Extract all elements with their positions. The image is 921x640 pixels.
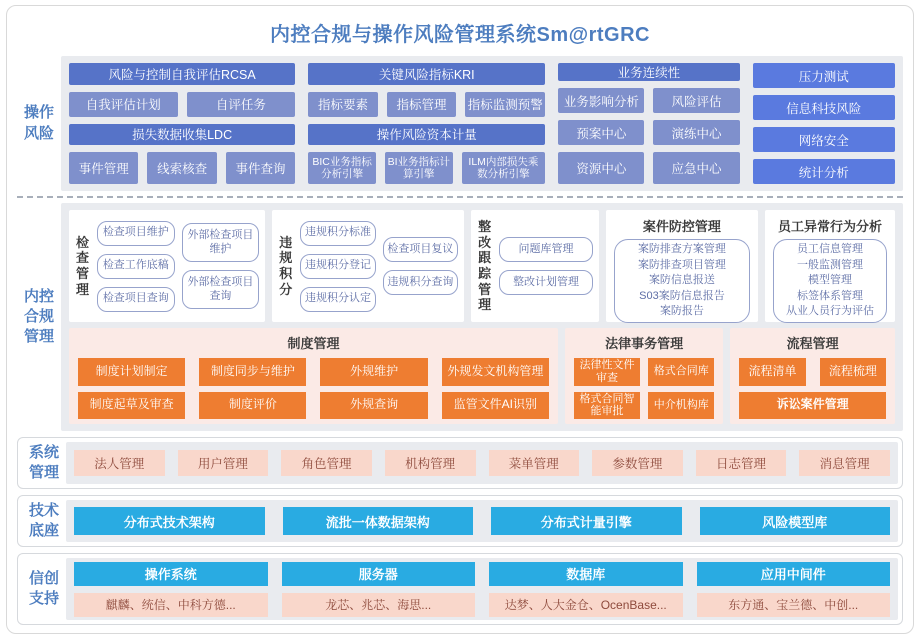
- card-legal: [565, 328, 723, 424]
- card-process: [730, 328, 895, 424]
- card-policy: [69, 328, 558, 424]
- compliance-pink-row: [69, 328, 895, 424]
- category-header[interactable]: 数据库: [489, 562, 683, 586]
- module-pill[interactable]: 检查项目复议: [383, 237, 458, 262]
- process-row-1: [739, 358, 886, 386]
- module-tile[interactable]: 流程梳理: [820, 358, 886, 386]
- tile-kri-header[interactable]: 关键风险指标KRI: [308, 63, 545, 85]
- section-label-system: [22, 442, 66, 484]
- rcsa-items-row: [69, 92, 295, 117]
- page-title: 内控合规与操作风险管理系统Sm@rtGRC: [269, 24, 650, 46]
- module-line[interactable]: 案防信息报送: [648, 274, 715, 287]
- ldc-items-row: [69, 152, 295, 184]
- module-tile[interactable]: ILM内部损失乘数分析引擎: [462, 152, 546, 184]
- module-tile[interactable]: 外规发文机构管理: [442, 358, 549, 386]
- card-policy-title: 制度管理: [287, 336, 340, 351]
- compliance-label-text: 内控合规管理: [23, 287, 54, 346]
- xinchuang-panel: [66, 558, 898, 620]
- vendor-list: 麒麟、统信、中科方德...: [74, 593, 268, 617]
- dashed-divider: [17, 196, 903, 198]
- module-pill[interactable]: 违规积分查询: [383, 270, 458, 295]
- module-tile[interactable]: 分布式技术架构: [74, 507, 265, 535]
- legal-row-1: [574, 358, 714, 386]
- op-col-stress: [753, 63, 895, 184]
- tile-continuity-header[interactable]: 业务连续性: [558, 63, 739, 81]
- module-tile[interactable]: 制度起草及审查: [78, 392, 185, 420]
- section-xinchuang: [17, 553, 903, 625]
- module-tile[interactable]: 角色管理: [281, 450, 372, 476]
- module-line[interactable]: 案防排查方案管理: [637, 243, 726, 255]
- module-tile[interactable]: 外规查询: [320, 392, 427, 420]
- module-tile[interactable]: BI业务指标计算引擎: [385, 152, 453, 184]
- card-legal-title: 法律事务管理: [605, 336, 684, 351]
- module-tile[interactable]: 流批一体数据架构: [283, 507, 474, 535]
- module-tile[interactable]: 网络安全: [753, 127, 895, 152]
- category-header[interactable]: 应用中间件: [697, 562, 891, 586]
- system-panel: [66, 442, 898, 484]
- case-control-box: [614, 239, 750, 323]
- tech-panel: [66, 500, 898, 542]
- card-points: [272, 210, 464, 322]
- module-line[interactable]: 案防排查项目管理: [637, 258, 726, 271]
- module-tile[interactable]: 事件管理: [69, 152, 138, 184]
- section-label-tech: [22, 500, 66, 542]
- module-tile[interactable]: 中介机构库: [648, 392, 714, 420]
- module-tile[interactable]: 菜单管理: [489, 450, 580, 476]
- tile-stress-header[interactable]: 压力测试: [753, 63, 895, 88]
- module-pill[interactable]: 检查项目查询: [97, 287, 175, 312]
- op-risk-panel: [61, 56, 903, 191]
- xc-col-database: [489, 562, 683, 617]
- rectify-col: [499, 237, 593, 295]
- module-tile[interactable]: 风险模型库: [700, 507, 891, 535]
- op-risk-row: [17, 56, 903, 191]
- module-line[interactable]: 标签体系管理: [796, 289, 863, 302]
- module-line[interactable]: 员工信息管理: [796, 243, 863, 255]
- module-tile[interactable]: 指标管理: [387, 92, 457, 117]
- vendor-list: 龙芯、兆芯、海思...: [282, 593, 476, 617]
- section-label-compliance: [17, 203, 61, 431]
- card-case-title: 案件防控管理: [642, 219, 721, 234]
- module-tile[interactable]: 法律性文件审查: [574, 358, 640, 386]
- card-process-title: 流程管理: [786, 336, 839, 351]
- continuity-row-1: [558, 88, 739, 113]
- card-points-title: 违规积分: [279, 234, 293, 297]
- xc-col-server: [282, 562, 476, 617]
- main-frame: [6, 5, 914, 634]
- category-header[interactable]: 操作系统: [74, 562, 268, 586]
- module-tile[interactable]: 统计分析: [753, 159, 895, 184]
- module-line[interactable]: 一般监测管理: [796, 258, 863, 271]
- module-tile[interactable]: 制度评价: [199, 392, 306, 420]
- points-col-2: [383, 237, 458, 295]
- continuity-row-2: [558, 120, 739, 145]
- module-tile[interactable]: 线索核查: [147, 152, 216, 184]
- op-col-continuity: [558, 63, 739, 184]
- section-label-xinchuang: [22, 558, 66, 620]
- card-check-title: 检查管理: [75, 234, 89, 297]
- op-col-kri: [308, 63, 545, 184]
- vendor-list: 达梦、人大金仓、OcenBase...: [489, 593, 683, 617]
- check-col-1: [97, 221, 175, 312]
- module-tile[interactable]: 演练中心: [653, 120, 739, 145]
- xc-col-os: [74, 562, 268, 617]
- section-top: [17, 56, 903, 431]
- module-pill[interactable]: 问题库管理: [499, 237, 593, 262]
- module-tile[interactable]: 分布式计量引擎: [491, 507, 682, 535]
- module-line[interactable]: 模型管理: [807, 274, 852, 287]
- module-pill[interactable]: 整改计划管理: [499, 270, 593, 295]
- module-tile[interactable]: 流程清单: [739, 358, 805, 386]
- check-col-2: [182, 223, 260, 309]
- compliance-panel: [61, 203, 903, 431]
- engine-items-row: [308, 152, 545, 184]
- module-tile[interactable]: 制度同步与维护: [199, 358, 306, 386]
- module-tile[interactable]: 风险评估: [653, 88, 739, 113]
- card-case-control: [606, 210, 758, 322]
- module-pill[interactable]: 外部检查项目查询: [182, 270, 260, 309]
- section-system: [17, 437, 903, 489]
- card-check: [69, 210, 265, 322]
- module-tile[interactable]: 诉讼案件管理: [739, 392, 886, 420]
- module-tile[interactable]: 预案中心: [558, 120, 644, 145]
- category-header[interactable]: 服务器: [282, 562, 476, 586]
- module-tile[interactable]: 业务影响分析: [558, 88, 644, 113]
- card-rectify: [471, 210, 599, 322]
- module-tile[interactable]: 指标要素: [308, 92, 378, 117]
- tech-label-text: 技术底座: [28, 501, 59, 539]
- module-tile[interactable]: 自我评估计划: [69, 92, 178, 117]
- module-tile[interactable]: 信息科技风险: [753, 95, 895, 120]
- card-rectify-title: 整改跟踪管理: [478, 219, 492, 313]
- module-tile[interactable]: 事件查询: [226, 152, 295, 184]
- module-tile[interactable]: 外规维护: [320, 358, 427, 386]
- module-pill[interactable]: 违规积分登记: [300, 254, 375, 279]
- module-tile[interactable]: 监管文件AI识别: [442, 392, 549, 420]
- module-line[interactable]: S03案防信息报告: [639, 289, 725, 302]
- module-tile[interactable]: 法人管理: [74, 450, 165, 476]
- module-tile[interactable]: 指标监测预警: [465, 92, 545, 117]
- module-tile[interactable]: 消息管理: [799, 450, 890, 476]
- tile-capital-header[interactable]: 操作风险资本计量: [308, 124, 545, 146]
- module-tile[interactable]: 制度计划制定: [78, 358, 185, 386]
- module-tile[interactable]: BIC业务指标分析引擎: [308, 152, 376, 184]
- kri-items-row: [308, 92, 545, 117]
- module-line[interactable]: 案防报告: [659, 305, 704, 318]
- module-pill[interactable]: 违规积分认定: [300, 287, 375, 312]
- xc-col-middleware: [697, 562, 891, 617]
- module-pill[interactable]: 违规积分标准: [300, 221, 375, 246]
- module-tile[interactable]: 自评任务: [187, 92, 296, 117]
- module-tile[interactable]: 参数管理: [592, 450, 683, 476]
- behavior-box: [773, 239, 887, 323]
- card-behavior-title: 员工异常行为分析: [777, 219, 882, 234]
- tile-rcsa-header[interactable]: 风险与控制自我评估RCSA: [69, 63, 295, 85]
- compliance-cards-row: [69, 210, 895, 322]
- compliance-row: [17, 203, 903, 431]
- module-tile[interactable]: 格式合同智能审批: [574, 392, 640, 420]
- policy-row-1: [78, 358, 549, 386]
- module-tile[interactable]: 用户管理: [178, 450, 269, 476]
- legal-row-2: [574, 392, 714, 420]
- module-tile[interactable]: 格式合同库: [648, 358, 714, 386]
- continuity-row-3: [558, 152, 739, 184]
- vendor-list: 东方通、宝兰德、中创...: [697, 593, 891, 617]
- module-tile[interactable]: 日志管理: [696, 450, 787, 476]
- module-line[interactable]: 从业人员行为评估: [785, 305, 874, 318]
- section-label-op-risk: [17, 56, 61, 191]
- op-col-rcsa: [69, 63, 295, 184]
- module-pill[interactable]: 外部检查项目维护: [182, 223, 260, 262]
- module-tile[interactable]: 资源中心: [558, 152, 644, 184]
- op-risk-label-text: 操作风险: [23, 104, 54, 142]
- process-row-2: [739, 392, 886, 420]
- tile-ldc-header[interactable]: 损失数据收集LDC: [69, 124, 295, 146]
- xinchuang-label-text: 信创支持: [28, 569, 59, 607]
- system-label-text: 系统管理: [28, 443, 59, 481]
- module-tile[interactable]: 应急中心: [653, 152, 739, 184]
- points-col-1: [300, 221, 375, 312]
- module-pill[interactable]: 检查工作底稿: [97, 254, 175, 279]
- policy-row-2: [78, 392, 549, 420]
- card-behavior: [765, 210, 895, 322]
- section-tech: [17, 495, 903, 547]
- module-tile[interactable]: 机构管理: [385, 450, 476, 476]
- module-pill[interactable]: 检查项目维护: [97, 221, 175, 246]
